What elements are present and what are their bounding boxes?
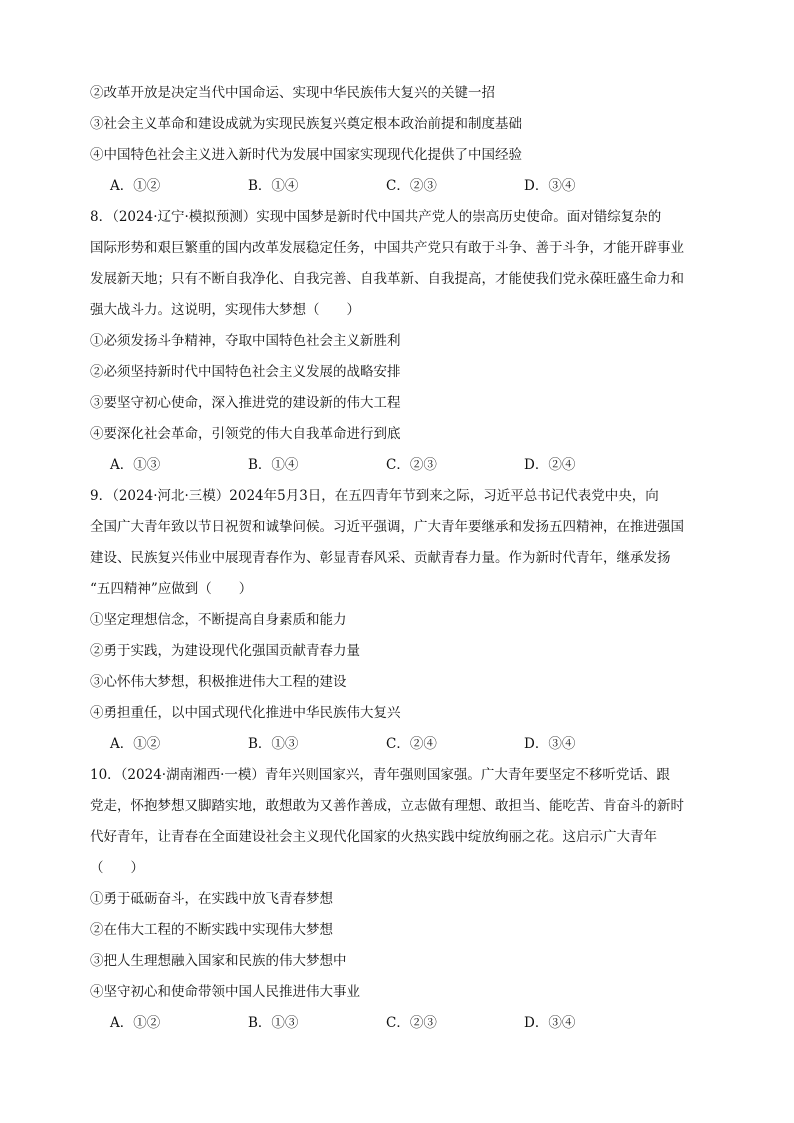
option-b: B．①③ [248,1015,299,1031]
choice-item: ③心怀伟大梦想，积极推进伟大工程的建设 [90,674,347,690]
option-d: D．③④ [524,1015,576,1031]
question-stem-line: 党走，怀抱梦想又脚踏实地，敢想敢为又善作善成，立志做有理想、敢担当、能吃苦、肯奋斗的新时 [90,798,684,814]
option-d: D．③④ [524,178,576,194]
choice-item: ③社会主义革命和建设成就为实现民族复兴奠定根本政治前提和制度基础 [90,116,522,132]
choice-item: ③要坚守初心使命，深入推进党的建设新的伟大工程 [90,395,401,411]
choice-item: ②勇于实践，为建设现代化强国贡献青春力量 [90,643,360,659]
choice-item: ③把人生理想融入国家和民族的伟大梦想中 [90,953,347,969]
question-10 [90,760,710,1039]
question-stem-line: 国际形势和艰巨繁重的国内改革发展稳定任务，中国共产党只有敢于斗争、善于斗争，才能开辟事业 [90,240,684,256]
question-9 [90,481,710,760]
choice-item: ②在伟大工程的不断实践中实现伟大梦想 [90,922,333,938]
option-d: D．③④ [524,736,576,752]
answer-options [90,450,710,481]
option-a: A．①② [110,1015,161,1031]
choice-item: ④坚守初心和使命带领中国人民推进伟大事业 [90,984,360,1000]
choice-item: ④勇担重任，以中国式现代化推进中华民族伟大复兴 [90,705,401,721]
question-stem-line: “五四精神”应做到（ ） [90,581,253,597]
answer-options [90,171,710,202]
answer-options [90,729,710,760]
choice-item: ①坚定理想信念，不断提高自身素质和能力 [90,612,347,628]
option-b: B．①④ [248,178,299,194]
choice-item: ①勇于砥砺奋斗，在实践中放飞青春梦想 [90,891,333,907]
option-b: B．①③ [248,736,299,752]
answer-options [90,1008,710,1039]
option-c: C．②③ [386,1015,437,1031]
question-8 [90,202,710,481]
choice-item: ④中国特色社会主义进入新时代为发展中国家实现现代化提供了中国经验 [90,147,522,163]
option-d: D．②④ [524,457,576,473]
option-c: C．②③ [386,178,437,194]
option-a: A．①② [110,736,161,752]
question-stem-line: 建设、民族复兴伟业中展现青春作为、彰显青春风采、贡献青春力量。作为新时代青年，继承发扬 [90,550,671,566]
option-c: C．②③ [386,457,437,473]
option-a: A．①② [110,178,161,194]
question-stem-line: 全国广大青年致以节日祝贺和诚挚问候。习近平强调，广大青年要继承和发扬五四精神，在推进强国 [90,519,684,535]
question-stem-line: 10．（2024·湖南湘西·一模）青年兴则国家兴，青年强则国家强。广大青年要坚定不移听党话、跟 [90,767,670,783]
choice-item: ④要深化社会革命，引领党的伟大自我革命进行到底 [90,426,401,442]
option-a: A．①③ [110,457,161,473]
question-stem-line: （ ） [90,860,144,876]
question-stem-line: 9．（2024·河北·三模）2024年5月3日，在五四青年节到来之际，习近平总书记代表党中央，向 [90,488,659,504]
choice-item: ②改革开放是决定当代中国命运、实现中华民族伟大复兴的关键一招 [90,85,495,101]
question-7-remainder [90,78,710,202]
choice-item: ①必须发扬斗争精神，夺取中国特色社会主义新胜利 [90,333,401,349]
option-b: B．①④ [248,457,299,473]
question-stem-line: 发展新天地；只有不断自我净化、自我完善、自我革新、自我提高，才能使我们党永葆旺盛生命力和 [90,271,684,287]
question-stem-line: 8．（2024·辽宁·模拟预测）实现中国梦是新时代中国共产党人的崇高历史使命。面对错综复杂的 [90,209,662,225]
option-c: C．②④ [386,736,437,752]
exam-page [90,78,710,1039]
choice-item: ②必须坚持新时代中国特色社会主义发展的战略安排 [90,364,401,380]
question-stem-line: 强大战斗力。这说明，实现伟大梦想（ ） [90,302,360,318]
question-stem-line: 代好青年，让青春在全面建设社会主义现代化国家的火热实践中绽放绚丽之花。这启示广大青年 [90,829,657,845]
